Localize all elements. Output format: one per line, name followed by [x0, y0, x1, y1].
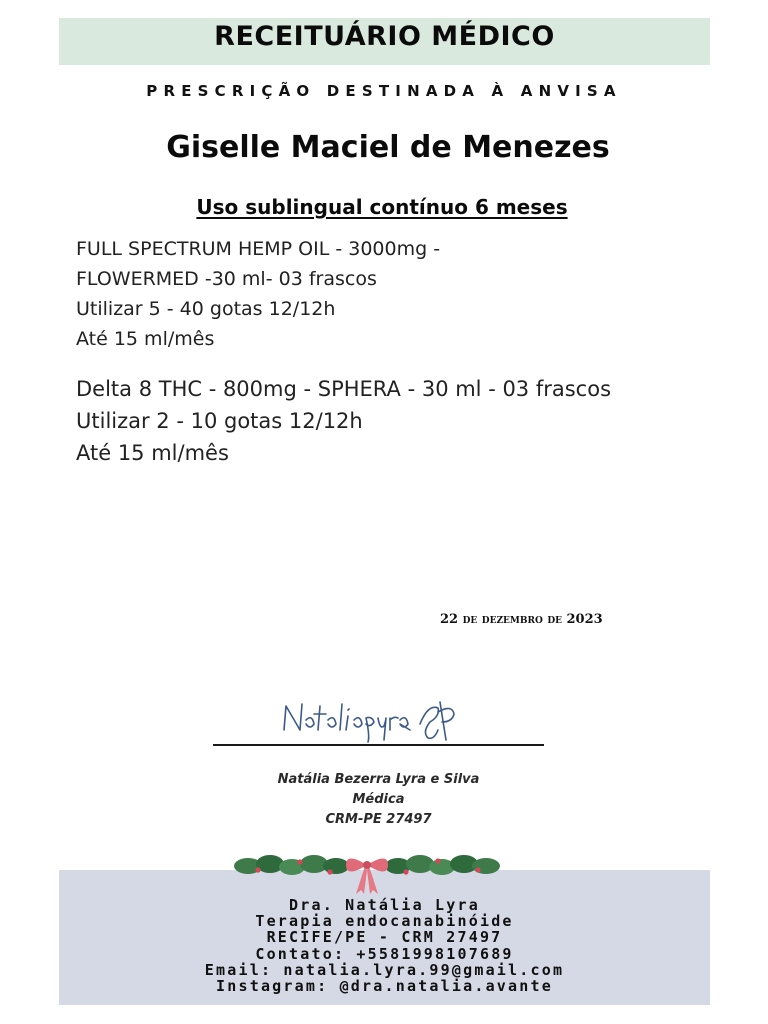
- signer-role: Médica: [352, 792, 405, 807]
- footer-contact: [59, 897, 710, 994]
- christmas-garland-icon: [234, 850, 500, 896]
- signer-block: [213, 770, 544, 830]
- prescription-line: FULL SPECTRUM HEMP OIL - 3000mg -: [76, 238, 441, 260]
- prescription-date: 22 de dezembro de 2023: [440, 612, 603, 627]
- signature-line: [213, 744, 544, 746]
- footer-specialty: Terapia endocanabinóide: [255, 912, 514, 931]
- handwritten-signature-icon: [270, 690, 480, 748]
- footer-doctor-name: Dra. Natália Lyra: [289, 896, 480, 914]
- footer-phone: Contato: +5581998107689: [255, 944, 514, 963]
- footer-instagram: Instagram: @dra.natalia.avante: [216, 977, 553, 996]
- usage-instruction: Uso sublingual contínuo 6 meses: [196, 195, 568, 219]
- signer-crm: CRM-PE 27497: [325, 812, 432, 827]
- prescription-line: Delta 8 THC - 800mg - SPHERA - 30 ml - 03 frascos: [76, 377, 612, 401]
- document-title: RECEITUÁRIO MÉDICO: [214, 21, 555, 52]
- document-subtitle: PRESCRIÇÃO DESTINADA À ANVISA: [146, 82, 622, 100]
- prescription-item-2: [76, 373, 716, 469]
- prescription-line: Até 15 ml/mês: [76, 328, 215, 350]
- prescription-line: Utilizar 2 - 10 gotas 12/12h: [76, 409, 363, 433]
- signer-name: Natália Bezerra Lyra e Silva: [277, 772, 480, 787]
- footer-email: Email: natalia.lyra.99@gmail.com: [204, 960, 565, 979]
- patient-name: Giselle Maciel de Menezes: [166, 130, 610, 165]
- prescription-line: FLOWERMED -30 ml- 03 frascos: [76, 268, 377, 290]
- footer-location-crm: RECIFE/PE - CRM 27497: [266, 928, 503, 947]
- prescription-line: Utilizar 5 - 40 gotas 12/12h: [76, 298, 336, 320]
- prescription-item-1: [76, 234, 676, 354]
- prescription-line: Até 15 ml/mês: [76, 441, 229, 465]
